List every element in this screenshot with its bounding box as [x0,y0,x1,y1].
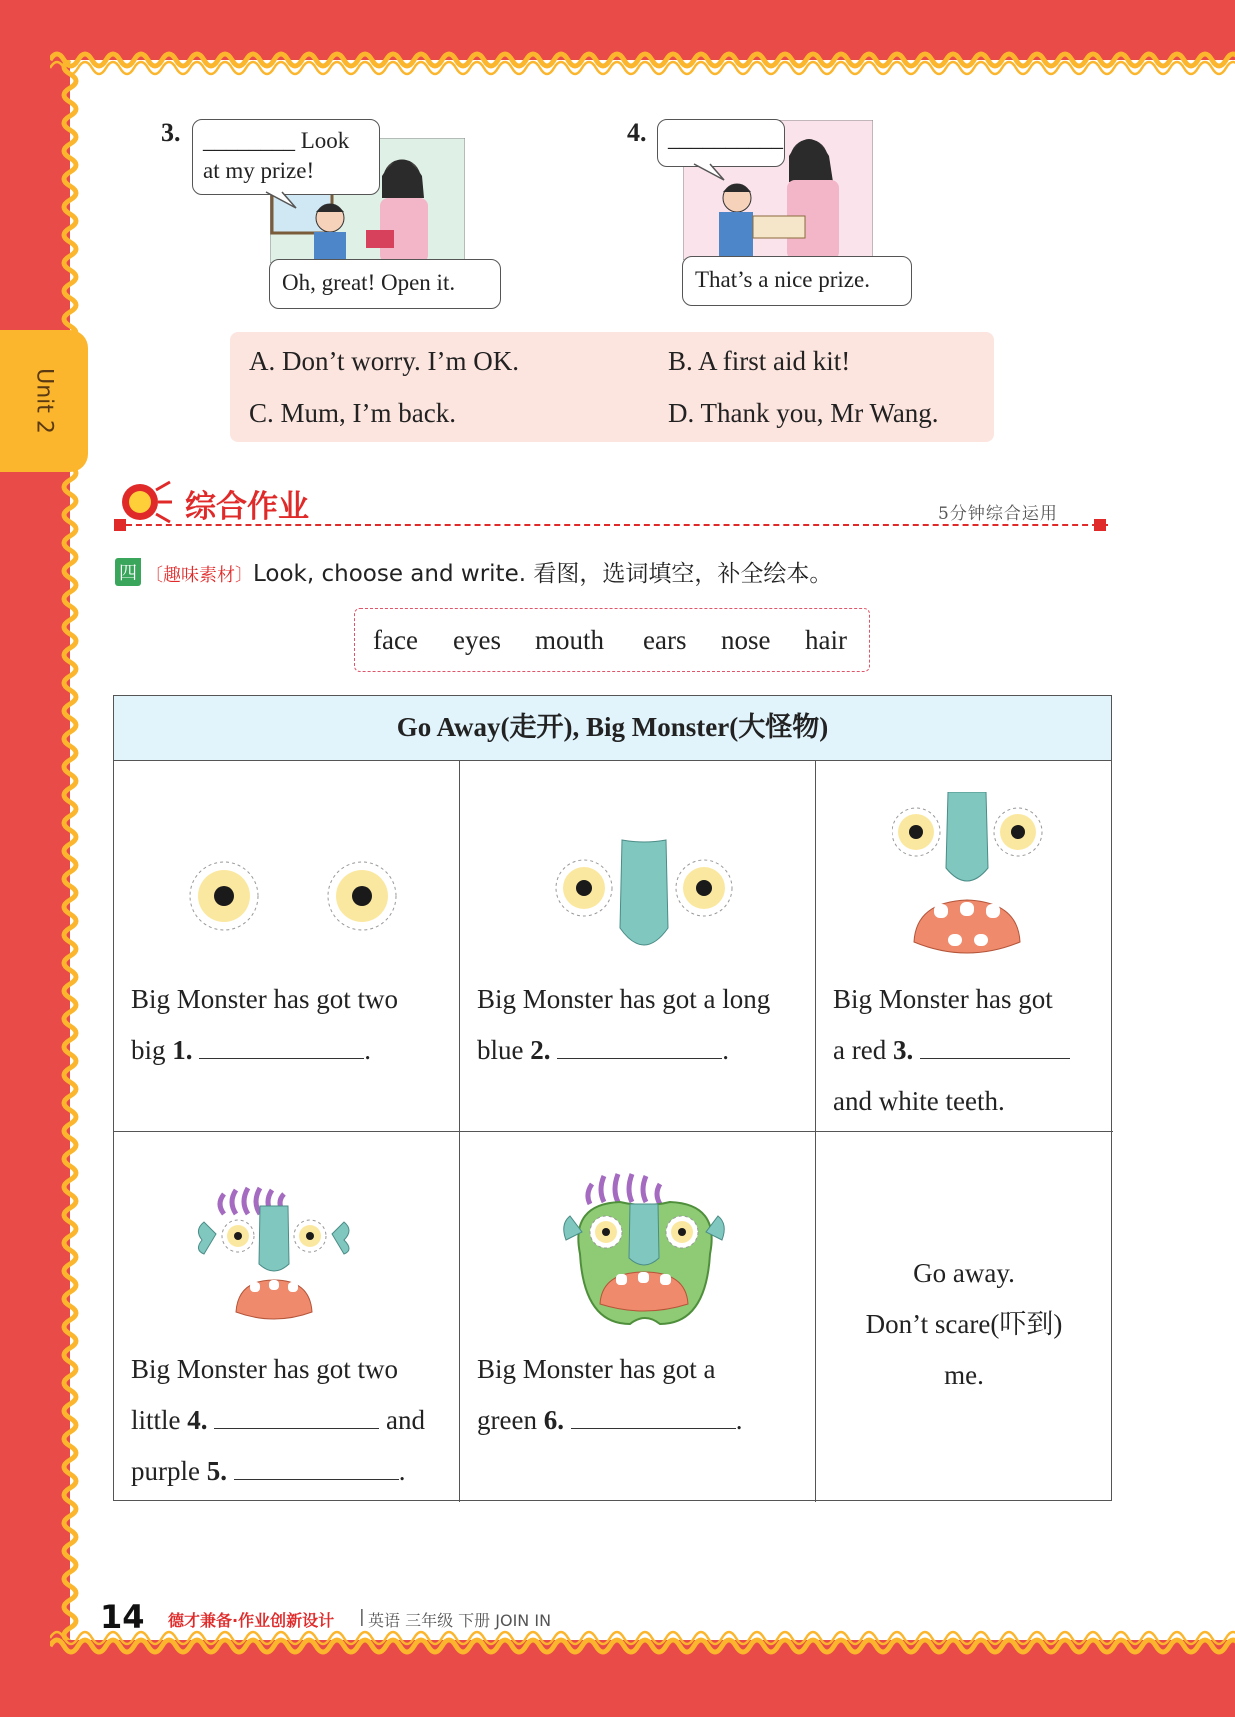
panel-3-text [833,974,1098,1127]
answer-blank-1[interactable] [199,1036,364,1059]
bottom-wave-border [50,1626,1235,1660]
item-4-reply-bubble [682,256,912,306]
item-3-bubble-line-1: ________ Look [203,128,350,153]
story-title-text: Go Away(走开), Big Monster(大怪物) [396,712,829,742]
word-bank [354,608,870,672]
monster-eyes-picture [184,856,404,936]
word-bank-item[interactable]: mouth [535,625,605,655]
item-4-speech-bubble [657,119,785,167]
word-bank-item[interactable]: nose [721,625,771,655]
footer-series: 德才兼备·作业创新设计 [168,1611,335,1630]
divider-end-marker-left [114,519,126,531]
panel-4-prefix: little [131,1405,188,1435]
panel-5-line-2 [477,1395,807,1446]
panel-3-line-1: Big Monster has got [833,984,1053,1014]
panel-5-suffix: . [735,1405,743,1435]
section-time-note: 5分钟综合运用 [938,504,1058,524]
item-3-speech-bubble [192,119,380,195]
blank-3-number: 3. [892,1035,914,1065]
task-instruction: Look, choose and write. 看图，选词填空，补全绘本。 [253,561,833,587]
panel-6-line-3: me. [944,1360,984,1390]
panel-5-line-1: Big Monster has got a [477,1354,716,1384]
panel-1-suffix: . [364,1035,372,1065]
left-wave-border [54,60,84,1640]
panel-1-prefix: big [131,1035,173,1065]
panel-4-line-2 [131,1395,446,1446]
panel-4-text [131,1344,446,1497]
table-divider-h [114,1131,1113,1132]
footer-subject: 英语 三年级 下册 JOIN IN [368,1611,552,1630]
monster-face-picture [560,1154,730,1334]
monster-mouth-picture [892,792,1052,962]
blank-4-number: 4. [187,1405,208,1435]
item-3-number: 3. [161,118,181,147]
panel-6-line-2: Don’t scare(吓到) [865,1309,1063,1339]
word-bank-item[interactable]: face [373,625,418,655]
panel-2-prefix: blue [477,1035,531,1065]
item-4-bubble-blank[interactable]: __________ [668,126,783,151]
panel-1-text [131,974,446,1076]
panel-2-text [477,974,807,1076]
item-3-reply-text: Oh, great! Open it. [282,270,456,295]
item-3-bubble-tail [262,190,302,212]
panel-3-prefix: a red [833,1035,893,1065]
panel-5-text [477,1344,807,1446]
panel-2-line-1: Big Monster has got a long [477,984,771,1014]
panel-3-line-2 [833,1025,1098,1076]
answer-blank-2[interactable] [557,1036,722,1059]
footer-separator: | [359,1607,365,1627]
item-4-reply-text: That’s a nice prize. [695,267,870,292]
panel-2-suffix: . [722,1035,729,1065]
section-divider [116,524,1108,526]
option-b[interactable]: B. A first aid kit! [668,346,851,376]
panel-5-prefix: green [477,1405,544,1435]
monster-nose-picture [554,838,734,958]
option-a[interactable]: A. Don’t worry. I’m OK. [249,346,519,376]
word-bank-item[interactable]: hair [805,625,847,655]
blank-5-number: 5. [206,1456,227,1486]
panel-6-line-1: Go away. [913,1258,1015,1288]
task-instruction-line [115,555,832,588]
panel-4-line-3 [131,1446,446,1497]
section-title: 综合作业 [185,489,309,525]
blank-6-number: 6. [543,1405,564,1435]
panel-4-line-1: Big Monster has got two [131,1354,398,1384]
picture-book-table [113,695,1112,1501]
item-4-number: 4. [627,118,647,147]
unit-side-tab[interactable] [0,330,88,472]
monster-ears-hair-picture [194,1174,364,1324]
task-number-badge: 四 [115,558,141,586]
task-tag: 〔趣味素材〕 [145,565,253,586]
blank-2-number: 2. [530,1035,551,1065]
blank-1-number: 1. [172,1035,193,1065]
panel-4-line-3-prefix: purple [131,1456,207,1486]
panel-1-line-2 [131,1025,446,1076]
option-c[interactable]: C. Mum, I’m back. [249,398,456,428]
answer-options-box [230,332,994,442]
panel-1-line-1: Big Monster has got two [131,984,398,1014]
word-bank-item[interactable]: ears [643,625,687,655]
divider-end-marker-right [1094,519,1106,531]
item-4-bubble-tail [690,162,730,184]
panel-4-line-3-suffix: . [398,1456,406,1486]
answer-blank-3[interactable] [920,1036,1070,1059]
unit-tab-label: Unit 2 [31,368,57,434]
item-3-reply-bubble [269,259,501,309]
item-3-bubble-line-2: at my prize! [203,158,315,183]
panel-4-suffix: and [379,1405,425,1435]
word-bank-item[interactable]: eyes [453,625,501,655]
option-d[interactable]: D. Thank you, Mr Wang. [668,398,939,428]
panel-3-line-3: and white teeth. [833,1086,1005,1116]
answer-blank-6[interactable] [571,1406,736,1429]
page-number: 14 [100,1598,145,1636]
panel-6-text [815,1248,1113,1401]
story-title [114,696,1111,761]
panel-2-line-2 [477,1025,807,1076]
top-wave-border [50,44,1235,78]
answer-blank-4[interactable] [214,1406,379,1429]
answer-blank-5[interactable] [234,1457,399,1480]
